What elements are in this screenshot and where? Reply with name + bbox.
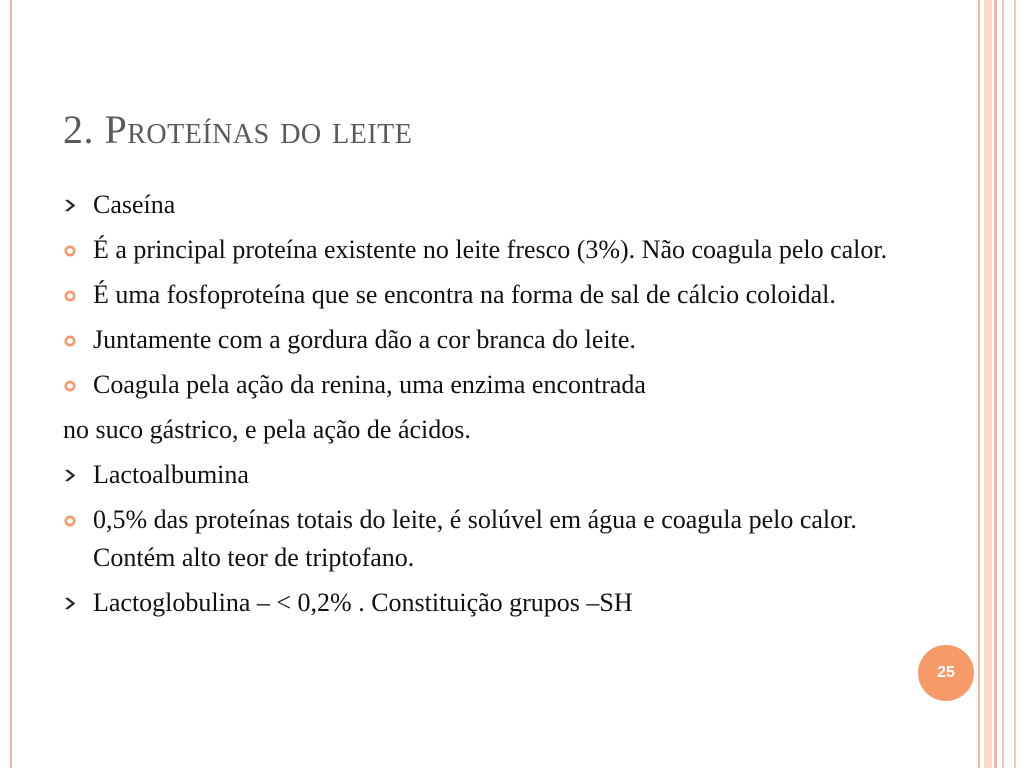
- list-item-text: Caseína: [93, 190, 176, 219]
- list-item: [63, 231, 923, 269]
- list-item: [63, 411, 923, 449]
- circle-bullet-icon: [63, 321, 85, 359]
- list-item-text: 0,5% das proteínas totais do leite, é solúvel em água e coagula pelo calor. Contém alto teor de triptofano.: [93, 505, 857, 572]
- list-item-text: Lactoglobulina – < 0,2% . Constituição grupos –SH: [93, 588, 633, 617]
- list-item-text: Lactoalbumina: [93, 460, 249, 489]
- bullet-list: [63, 186, 923, 629]
- page-number-badge: [918, 645, 974, 701]
- circle-bullet-icon: [63, 231, 85, 269]
- list-item: [63, 584, 923, 622]
- list-item: [63, 456, 923, 494]
- right-frame-line: [1002, 0, 1004, 768]
- right-frame-line: [994, 0, 997, 768]
- list-item-text: no suco gástrico, e pela ação de ácidos.: [63, 415, 471, 444]
- circle-bullet-icon: [63, 276, 85, 314]
- slide-title: 2. Proteínas do leite: [63, 107, 413, 152]
- list-item-text: Juntamente com a gordura dão a cor branca do leite.: [93, 325, 636, 354]
- list-item-text: É uma fosfoproteína que se encontra na forma de sal de cálcio coloidal.: [93, 280, 836, 309]
- right-frame-line: [1014, 0, 1016, 768]
- list-item-text: É a principal proteína existente no leite fresco (3%). Não coagula pelo calor.: [93, 235, 888, 264]
- left-frame-line: [10, 0, 12, 768]
- list-item: [63, 501, 923, 577]
- list-item: [63, 321, 923, 359]
- arrow-bullet-icon: [63, 584, 85, 622]
- page-number: 25: [937, 664, 955, 681]
- list-item: [63, 366, 923, 404]
- right-frame-line: [978, 0, 980, 768]
- list-item: [63, 276, 923, 314]
- right-frame-band: [984, 0, 992, 768]
- circle-bullet-icon: [63, 501, 85, 539]
- list-item-text: Coagula pela ação da renina, uma enzima encontrada: [93, 370, 646, 399]
- arrow-bullet-icon: [63, 456, 85, 494]
- circle-bullet-icon: [63, 366, 85, 404]
- list-item: [63, 186, 923, 224]
- arrow-bullet-icon: [63, 186, 85, 224]
